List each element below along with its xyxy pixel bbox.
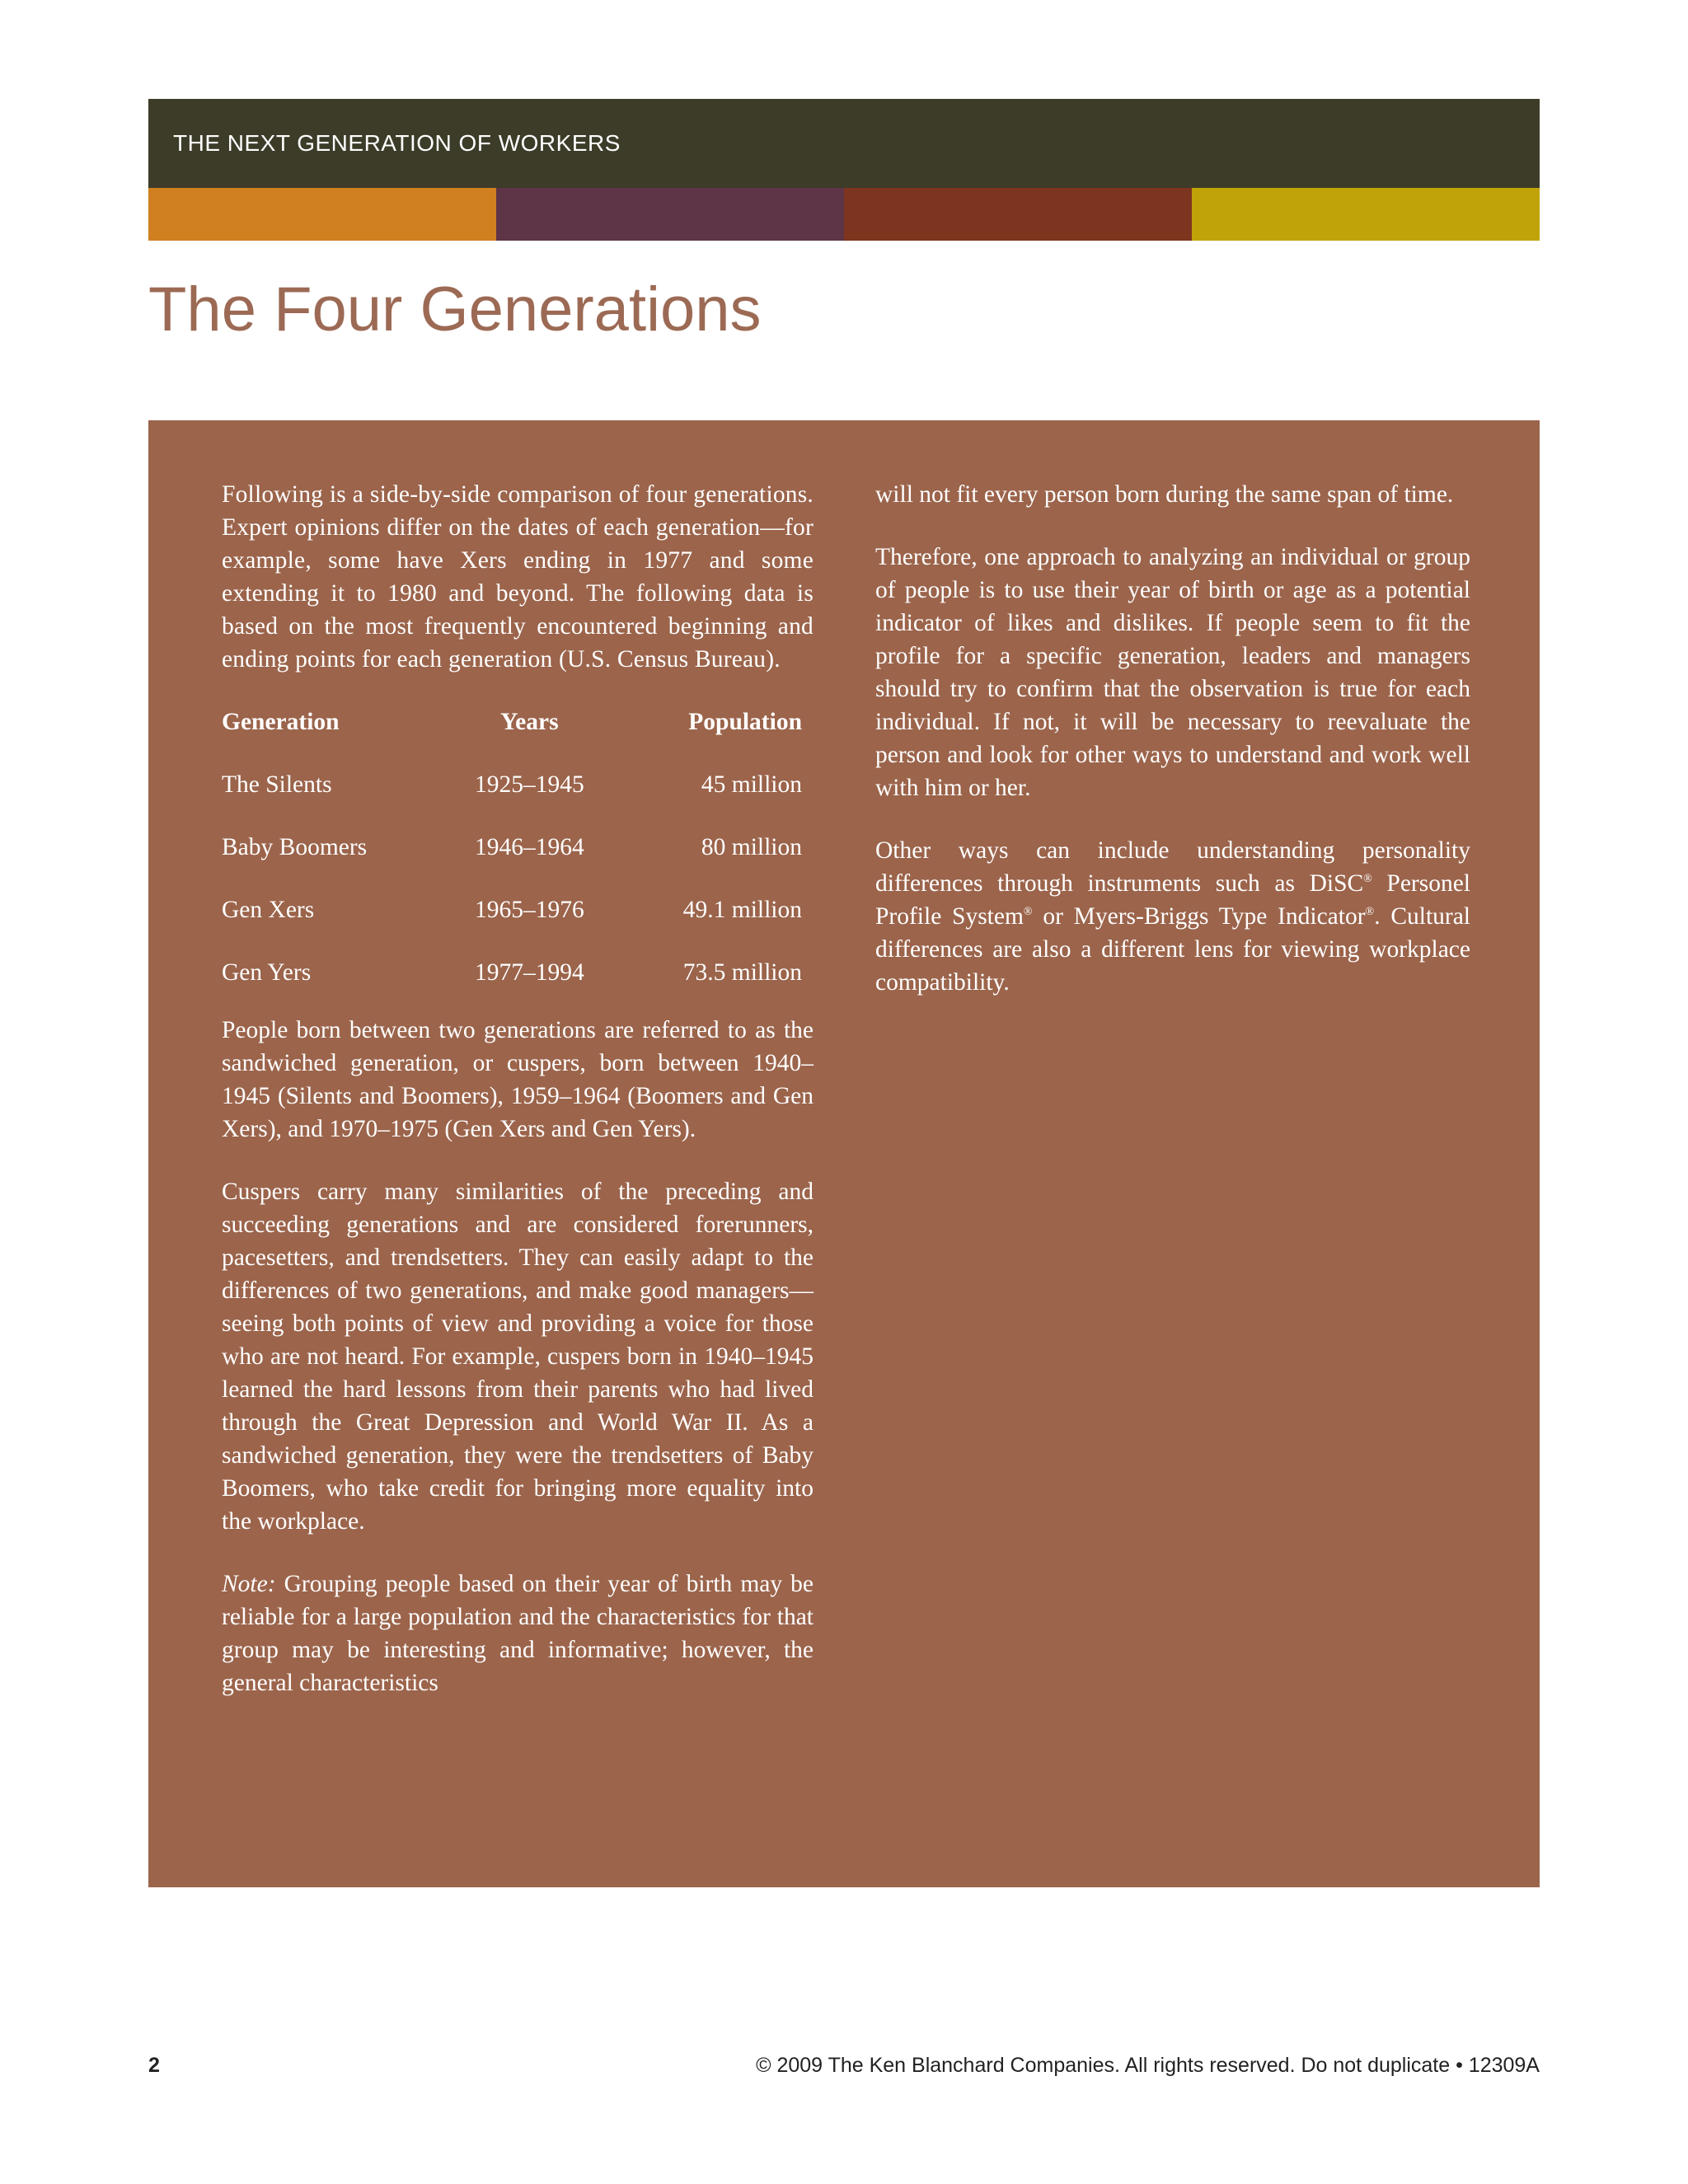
table-cell-years: 1925–1945 <box>474 771 584 798</box>
table-header-generation: Generation <box>222 709 340 735</box>
left-column <box>222 478 814 1729</box>
therefore-paragraph: Therefore, one approach to analyzing an individual or group of people is to use their year of birth or age as a potential indicator of likes and dislikes. If people seem to fit the profile for a specific generation, leaders and managers should try to confirm that the observation is true for each individual. If not, it will be necessary to reevaluate the person and look for other ways to understand and work well with him or her. <box>875 544 1470 801</box>
stripe-gold <box>1192 188 1540 241</box>
footer-page-number: 2 <box>148 2054 160 2077</box>
table-cell-generation: Baby Boomers <box>222 834 368 860</box>
cuspers-detail-paragraph: Cuspers carry many similarities of the preceding and succeeding generations and are considered forerunners, pacesetters, and trendsetters. They can easily adapt to the differences of two generations, and make good managers—seeing both points of view and providing a voice for those who are not heard. For example, cuspers born in 1940–1945 learned the hard lessons from their parents who had lived through the Great Depression and World War II. As a sandwiched generation, they were the trendsetters of Baby Boomers, who take credit for bringing more equality into the workplace. <box>222 1179 814 1535</box>
table-cell-generation: The Silents <box>222 771 332 798</box>
stripe-rust <box>844 188 1192 241</box>
continuation-paragraph: will not fit every person born during the same span of time. <box>875 481 1454 508</box>
section-header-title: THE NEXT GENERATION OF WORKERS <box>173 130 621 156</box>
table-cell-years: 1946–1964 <box>474 834 584 860</box>
table-row <box>222 831 814 893</box>
table-cell-population: 49.1 million <box>682 897 802 923</box>
table-cell-population: 45 million <box>701 771 802 798</box>
other-ways-text-2: Personel Profile System <box>875 870 1471 930</box>
table-row <box>222 768 814 831</box>
header-band <box>148 99 1540 188</box>
table-cell-years: 1977–1994 <box>474 959 584 986</box>
color-stripes <box>148 188 1540 241</box>
table-row <box>222 893 814 956</box>
table-cell-population: 73.5 million <box>682 959 802 986</box>
table-cell-years: 1965–1976 <box>474 897 584 923</box>
registered-mark: ® <box>1365 906 1375 919</box>
table-header-row <box>222 705 814 768</box>
note-paragraph <box>222 1568 814 1699</box>
table-cell-population: 80 million <box>701 834 802 860</box>
table-header-years: Years <box>500 709 559 735</box>
table-cell-generation: Gen Yers <box>222 959 312 986</box>
content-box <box>148 420 1540 1887</box>
note-text: Grouping people based on their year of birth may be reliable for a large population and the characteristics for that group may be interesting and informative; however, the general characteristics <box>222 1571 814 1696</box>
registered-mark: ® <box>1023 906 1033 919</box>
table-cell-generation: Gen Xers <box>222 897 315 923</box>
intro-paragraph: Following is a side-by-side comparison of four generations. Expert opinions differ on the dates of each generation—for example, some have Xers ending in 1977 and some extending it to 1980 and beyond. The following data is based on the most frequently encountered beginning and ending points for each generation (U.S. Census Bureau). <box>222 481 814 673</box>
generations-table <box>222 705 814 989</box>
page-title: The Four Generations <box>148 274 762 344</box>
other-ways-paragraph <box>875 834 1470 999</box>
other-ways-text-4: . Cultural differences are also a different lens for viewing workplace compatibility. <box>875 903 1470 996</box>
stripe-orange <box>148 188 496 241</box>
note-label: Note: <box>222 1571 276 1597</box>
other-ways-text-1: Other ways can include understanding personality differences through instruments such as DiSC <box>875 837 1470 897</box>
table-row <box>222 956 814 989</box>
cuspers-intro-paragraph: People born between two generations are referred to as the sandwiched generation, or cuspers, born between 1940–1945 (Silents and Boomers), 1959–1964 (Boomers and Gen Xers), and 1970–1975 (Gen Xers and Gen Yers). <box>222 1017 814 1142</box>
footer-copyright: © 2009 The Ken Blanchard Companies. All rights reserved. Do not duplicate • 12309A <box>756 2054 1540 2077</box>
stripe-plum <box>496 188 844 241</box>
table-header-population: Population <box>688 709 802 735</box>
right-column <box>875 478 1470 1029</box>
registered-mark: ® <box>1363 873 1372 886</box>
other-ways-text-3: or Myers-Briggs Type Indicator <box>1032 903 1366 930</box>
